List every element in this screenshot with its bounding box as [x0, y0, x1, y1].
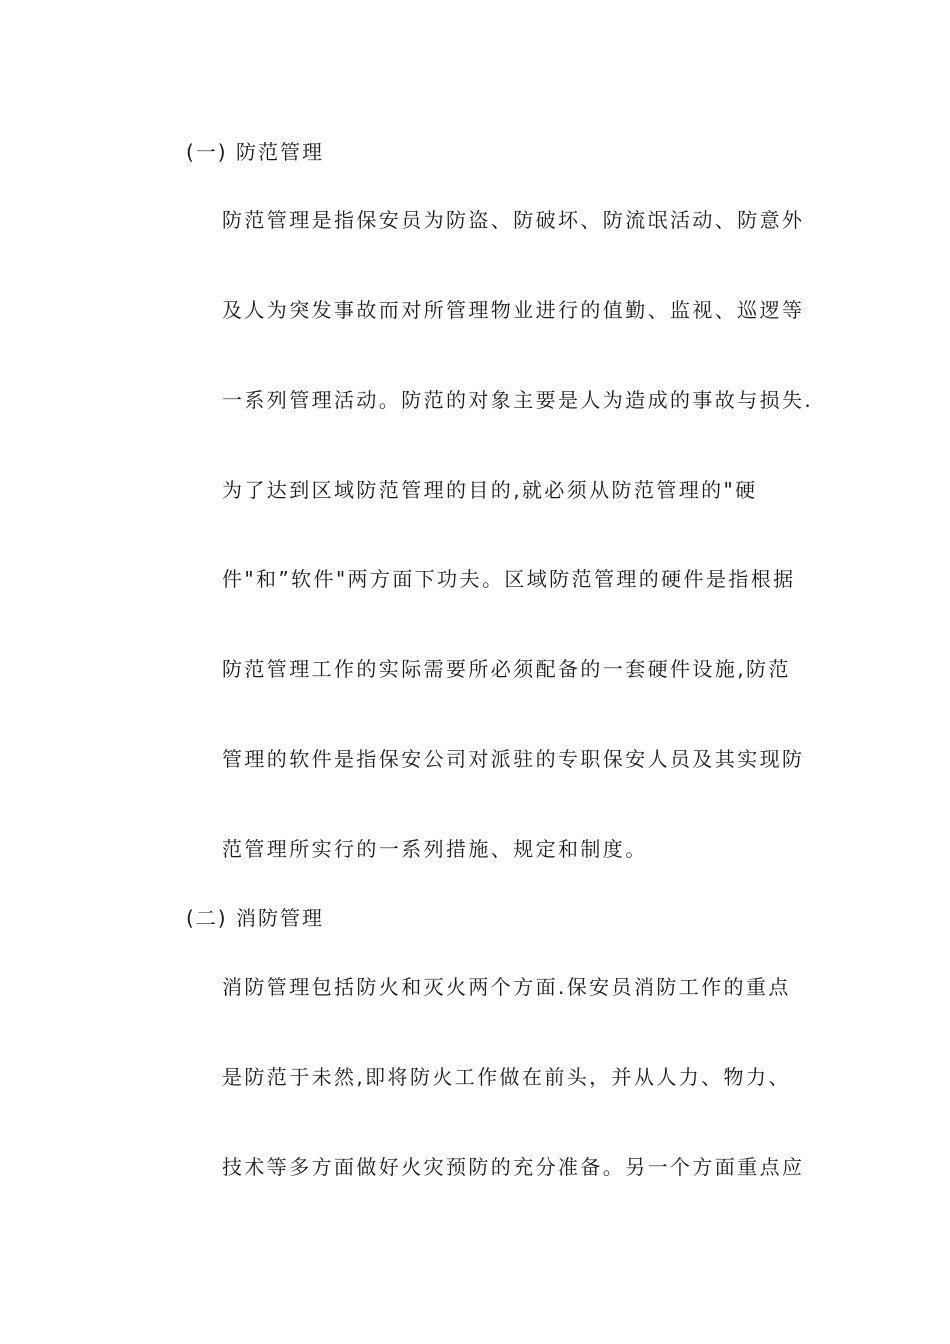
paragraph-line: 件"和”软件"两方面下功夫。区域防范管理的硬件是指根据: [222, 567, 796, 591]
paragraph-line: 管理的软件是指保安公司对派驻的专职保安人员及其实现防: [222, 747, 805, 771]
paragraph-line: 是防范于未然,即将防火工作做在前头，并从人力、物力、: [222, 1065, 791, 1089]
paragraph-line: 技术等多方面做好火灾预防的充分准备。另一个方面重点应: [222, 1155, 805, 1179]
paragraph-line: 为了达到区域防范管理的目的,就必须从防范管理的"硬: [222, 478, 758, 502]
section-heading-prevention: (一) 防范管理: [186, 140, 324, 164]
paragraph-line: 防范管理工作的实际需要所必须配备的一套硬件设施,防范: [222, 657, 791, 681]
paragraph-line: 及人为突发事故而对所管理物业进行的值勤、监视、巡逻等: [222, 298, 805, 322]
paragraph-line: 一系列管理活动。防范的对象主要是人为造成的事故与损失.: [222, 388, 814, 412]
paragraph-line: 防范管理是指保安员为防盗、防破坏、防流氓活动、防意外: [222, 208, 805, 232]
section-heading-fire: (二) 消防管理: [186, 906, 324, 930]
paragraph-line: 范管理所实行的一系列措施、规定和制度。: [222, 837, 648, 861]
paragraph-line: 消防管理包括防火和灭火两个方面.保安员消防工作的重点: [222, 975, 791, 999]
